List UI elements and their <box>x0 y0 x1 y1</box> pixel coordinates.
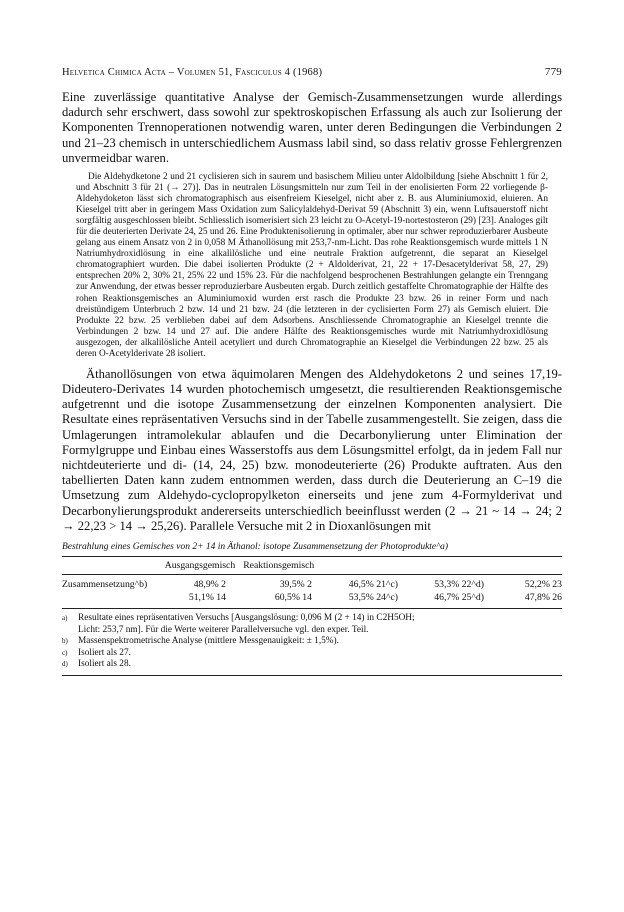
footnote-a <box>62 613 562 625</box>
footnote-mark: b) <box>62 637 68 646</box>
running-header <box>62 66 562 82</box>
header-ausgangsgemisch: Ausgangsgemisch <box>164 560 236 572</box>
footnote-b <box>62 636 562 648</box>
table-cell: 53,5% 24^c) <box>348 591 398 603</box>
footnote-d <box>62 659 562 671</box>
table-cell: 39,5% 2 <box>279 579 312 591</box>
footnote-mark: d) <box>62 660 68 669</box>
table-header-row <box>62 557 562 574</box>
footnote-mark: c) <box>62 648 68 657</box>
table-row <box>62 575 562 592</box>
paragraph-small-print: Die Aldehydketone 2 und 21 cyclisieren sich in saurem und basischem Milieu unter Aldolbildung [siehe Abschnitt 1 für 2, und Abschnitt 3 für 21 (→ 27)]. Das in neutralen Lösungsmitteln nur zum Teil in der enolisierten Form 22 vorliegende β-Aldehydoketon lässt sich chromatographisch aus eisenfreiem Kieselgel, nicht aber z. B. aus Aluminiumoxid, eluieren. An Kieselgel tritt aber in geringem Mass Oxidation zum Salicylaldehyd-Derivat 59 (Abschnitt 3) ein, wenn Luftsauerstoff nicht sorgfältig ausgeschlossen bleibt. Schliesslich isomerisiert sich 23 leicht zu O-Acetyl-19-nortestosteron (29) [23]. Analoges gilt für die deuterierten Derivate 24, 25 und 26. Eine Produktenisolierung in optimaler, aber nur schwer reproduzierbarer Ausbeute gelang aus einem Ansatz von 2 in 0,058 M Äthanollösung mit 253,7-nm-Licht. Das rohe Reaktionsgemisch wurde mittels 1 N Natriumhydroxidlösung in eine alkalilösliche und eine neutrale Fraktion aufgetrennt, die separat an Kieselgel chromatographiert wurden. Die dabei isolierten Produkte (2 + Aldolderivat, 21, 22 + 17-Desacetylderivat 58, 27, 29) entsprechen 20% 2, 30% 21, 25% 22 und 15% 23. Für die nachfolgend besprochenen Bestrahlungen gelangte ein Trenngang zur Anwendung, der etwas besser reproduzierbare Ausbeuten ergab. Durch zeitlich gestaffelte Chromatographie der Hälfte des rohen Reaktionsgemisches an Aluminiumoxid wurden erst rasch die Produkte 23 bzw. 26 in reiner Form und nach dreistündigem Unterbruch 2 bzw. 14 und 21 bzw. 24 (die letzteren in der cyclisierten Form 27) als Gemisch eluiert. Die Produkte 22 bzw. 25 verblieben dabei auf dem Adsorbens. Anschliessende Chromatographie an Kieselgel trennte die Verbindungen 2 bzw. 14 und 27 auf. Die andere Hälfte des Reaktionsgemisches wurde mit Natriumhydroxidlösung ausgezogen, der alkalilösliche Anteil acetyliert und durch Chromatographie an Kieselgel die Verbindungen 22 bzw. 25 als deren O-Acetylderivate 28 isoliert. <box>76 172 548 359</box>
footnote-text: Resultate eines repräsentativen Versuchs [Ausgangslösung: 0,096 M (2 + 14) in C2H5OH; <box>78 613 415 624</box>
page-number: 779 <box>544 66 562 78</box>
footnote-c <box>62 648 562 660</box>
table-cell: 46,7% 25^d) <box>434 591 484 603</box>
footnote-a-continued: Licht: 253,7 nm]. Für die Werte weiterer Parallelversuche vgl. den exper. Teil. <box>78 624 369 635</box>
table-cell: 60,5% 14 <box>274 591 312 603</box>
footnote-bottom-rule <box>62 675 562 676</box>
table-caption: Bestrahlung eines Gemisches von 2+ 14 in Äthanol: isotope Zusammensetzung der Photoprodukte^a) <box>62 542 449 553</box>
table-bottom-rule <box>62 608 562 609</box>
table-cell: 53,3% 22^d) <box>434 579 484 591</box>
footnote-text: Isoliert als 28. <box>78 659 131 670</box>
header-reaktionsgemisch: Reaktionsgemisch <box>243 560 315 572</box>
table-cell: 46,5% 21^c) <box>348 579 398 591</box>
page <box>62 66 562 676</box>
paragraph-results: Äthanollösungen von etwa äquimolaren Mengen des Aldehydoketons 2 und seines 17,19-Dideutero-Derivates 14 wurden photochemisch umgesetzt, die resultierenden Reaktionsgemische aufgetrennt und die isotope Zusammensetzung der einzelnen Komponenten analysiert. Die Resultate eines repräsentativen Versuchs sind in der Tabelle zusammengestellt. Sie zeigen, dass die Umlagerungen intramolekular ablaufen und die Decarbonylierung unter Elimination der Formylgruppe und Einbau eines Wasserstoffs aus dem Lösungsmittel erfolgt, da in jedem Fall nur nichtdeuterierte und di- (14, 24, 25) bzw. monodeuterierte (26) Produkte auftraten. Aus den tabellierten Daten kann zudem entnommen werden, dass durch die Deuterierung an C–19 die Umsetzung zum Aldehydo-cyclopropylketon einerseits und jene zum 4-Formylderivat und Decarbonylierungsprodukt andererseits unterschiedlich beeinflusst werden (2 → 21 ~ 14 → 24; 2 → 22,23 > 14 → 25,26). Parallele Versuche mit 2 in Dioxanlösungen mit <box>62 366 562 533</box>
paragraph-analysis: Eine zuverlässige quantitative Analyse der Gemisch-Zusammensetzungen wurde allerdings dadurch sehr erschwert, dass sowohl zur spektroskopischen Erfassung als auch zur Isolierung der Komponenten Trennoperationen notwendig waren, unter deren Bedingungen die Verbindungen 2 und 21–23 chemisch in unterschiedlichem Ausmass labil sind, so dass relativ grosse Fehlergrenzen unvermeidbar waren. <box>62 90 562 165</box>
isotope-table-body <box>62 575 562 608</box>
footnotes <box>62 613 562 671</box>
row-label: Zusammensetzung^b) <box>62 579 148 591</box>
table-cell: 52,2% 23 <box>524 579 562 591</box>
footnote-text: Massenspektrometrische Analyse (mittlere Messgenauigkeit: ± 1,5%). <box>78 636 339 647</box>
footnote-mark: a) <box>62 614 68 623</box>
table-row <box>62 592 562 609</box>
table-cell: 51,1% 14 <box>188 591 226 603</box>
journal-title: Helvetica Chimica Acta – Volumen 51, Fasciculus 4 (1968) <box>62 67 323 78</box>
table-cell: 47,8% 26 <box>524 591 562 603</box>
isotope-table <box>62 557 562 574</box>
table-cell: 48,9% 2 <box>193 579 226 591</box>
footnote-text: Isoliert als 27. <box>78 647 131 658</box>
